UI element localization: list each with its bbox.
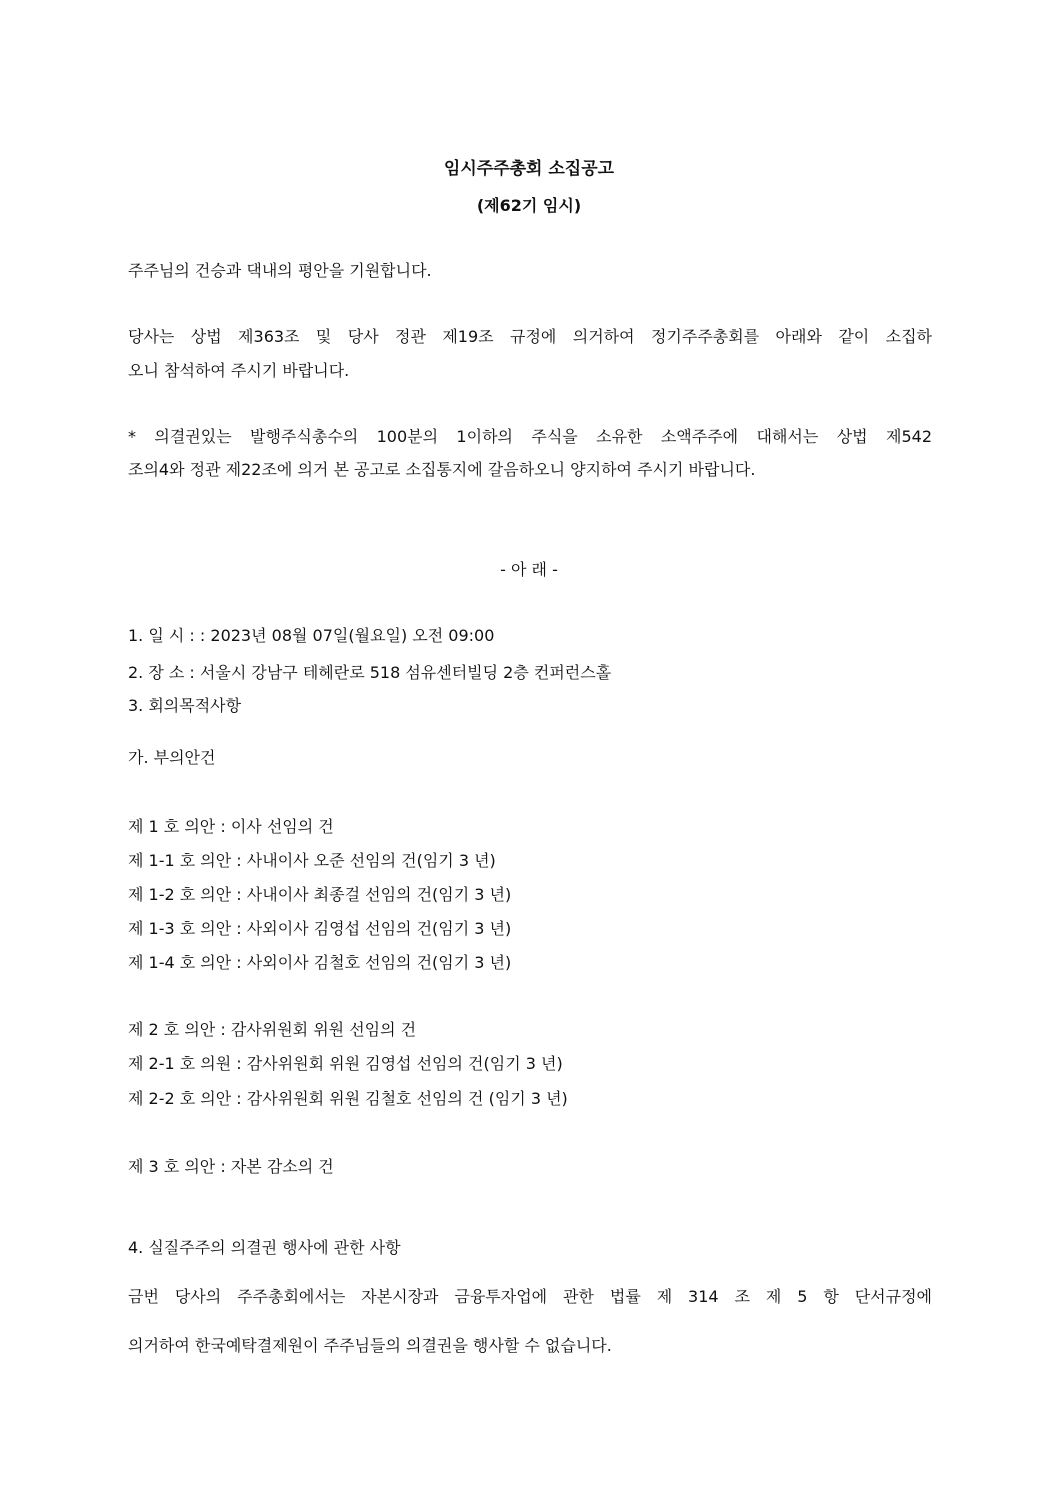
item-date: 1. 일 시 : : 2023년 08월 07일(월요일) 오전 09:00 bbox=[128, 626, 495, 645]
agenda-1-3: 제 1-3 호 의안 : 사외이사 김영섭 선임의 건(임기 3 년) bbox=[128, 919, 512, 938]
notice-paragraph-line-2: 조의4와 정관 제22조에 의거 본 공고로 소집통지에 갈음하오니 양지하여 주시기 바랍니다. bbox=[128, 460, 756, 479]
voting-paragraph-line-1: 금번 당사의 주주총회에서는 자본시장과 금융투자업에 관한 법률 제 314 조 제 5 항 단서규정에 bbox=[128, 1287, 932, 1306]
agenda-1-4: 제 1-4 호 의안 : 사외이사 김철호 선임의 건(임기 3 년) bbox=[128, 953, 512, 972]
item-voting-heading: 4. 실질주주의 의결권 행사에 관한 사항 bbox=[128, 1238, 401, 1257]
agenda-1: 제 1 호 의안 : 이사 선임의 건 bbox=[128, 817, 334, 836]
below-heading: - 아 래 - bbox=[500, 560, 558, 579]
item-agenda-subheading: 가. 부의안건 bbox=[128, 748, 216, 767]
notice-title: 임시주주총회 소집공고 bbox=[443, 159, 615, 179]
notice-subtitle: (제62기 임시) bbox=[476, 196, 582, 215]
agenda-2-1: 제 2-1 호 의원 : 감사위원회 위원 김영섭 선임의 건(임기 3 년) bbox=[128, 1054, 563, 1073]
agenda-2-2: 제 2-2 호 의안 : 감사위원회 위원 김철호 선임의 건 (임기 3 년) bbox=[128, 1089, 568, 1108]
agenda-2: 제 2 호 의안 : 감사위원회 위원 선임의 건 bbox=[128, 1020, 417, 1039]
item-agenda-heading: 3. 회의목적사항 bbox=[128, 696, 242, 715]
notice-paragraph-line-1: * 의결권있는 발행주식총수의 100분의 1이하의 주식을 소유한 소액주주에 대해서는 상법 제542 bbox=[128, 427, 932, 446]
item-location: 2. 장 소 : 서울시 강남구 테헤란로 518 섬유센터빌딩 2층 컨퍼런스홀 bbox=[128, 663, 612, 682]
intro-paragraph-line-2: 오니 참석하여 주시기 바랍니다. bbox=[128, 361, 350, 380]
intro-paragraph-line-1: 당사는 상법 제363조 및 당사 정관 제19조 규정에 의거하여 정기주주총회를 아래와 같이 소집하 bbox=[128, 327, 932, 346]
agenda-1-1: 제 1-1 호 의안 : 사내이사 오준 선임의 건(임기 3 년) bbox=[128, 851, 496, 870]
agenda-1-2: 제 1-2 호 의안 : 사내이사 최종걸 선임의 건(임기 3 년) bbox=[128, 885, 512, 904]
agenda-3: 제 3 호 의안 : 자본 감소의 건 bbox=[128, 1157, 334, 1176]
voting-paragraph-line-2: 의거하여 한국예탁결제원이 주주님들의 의결권을 행사할 수 없습니다. bbox=[128, 1336, 612, 1355]
greeting-text: 주주님의 건승과 댁내의 평안을 기원합니다. bbox=[128, 261, 432, 280]
